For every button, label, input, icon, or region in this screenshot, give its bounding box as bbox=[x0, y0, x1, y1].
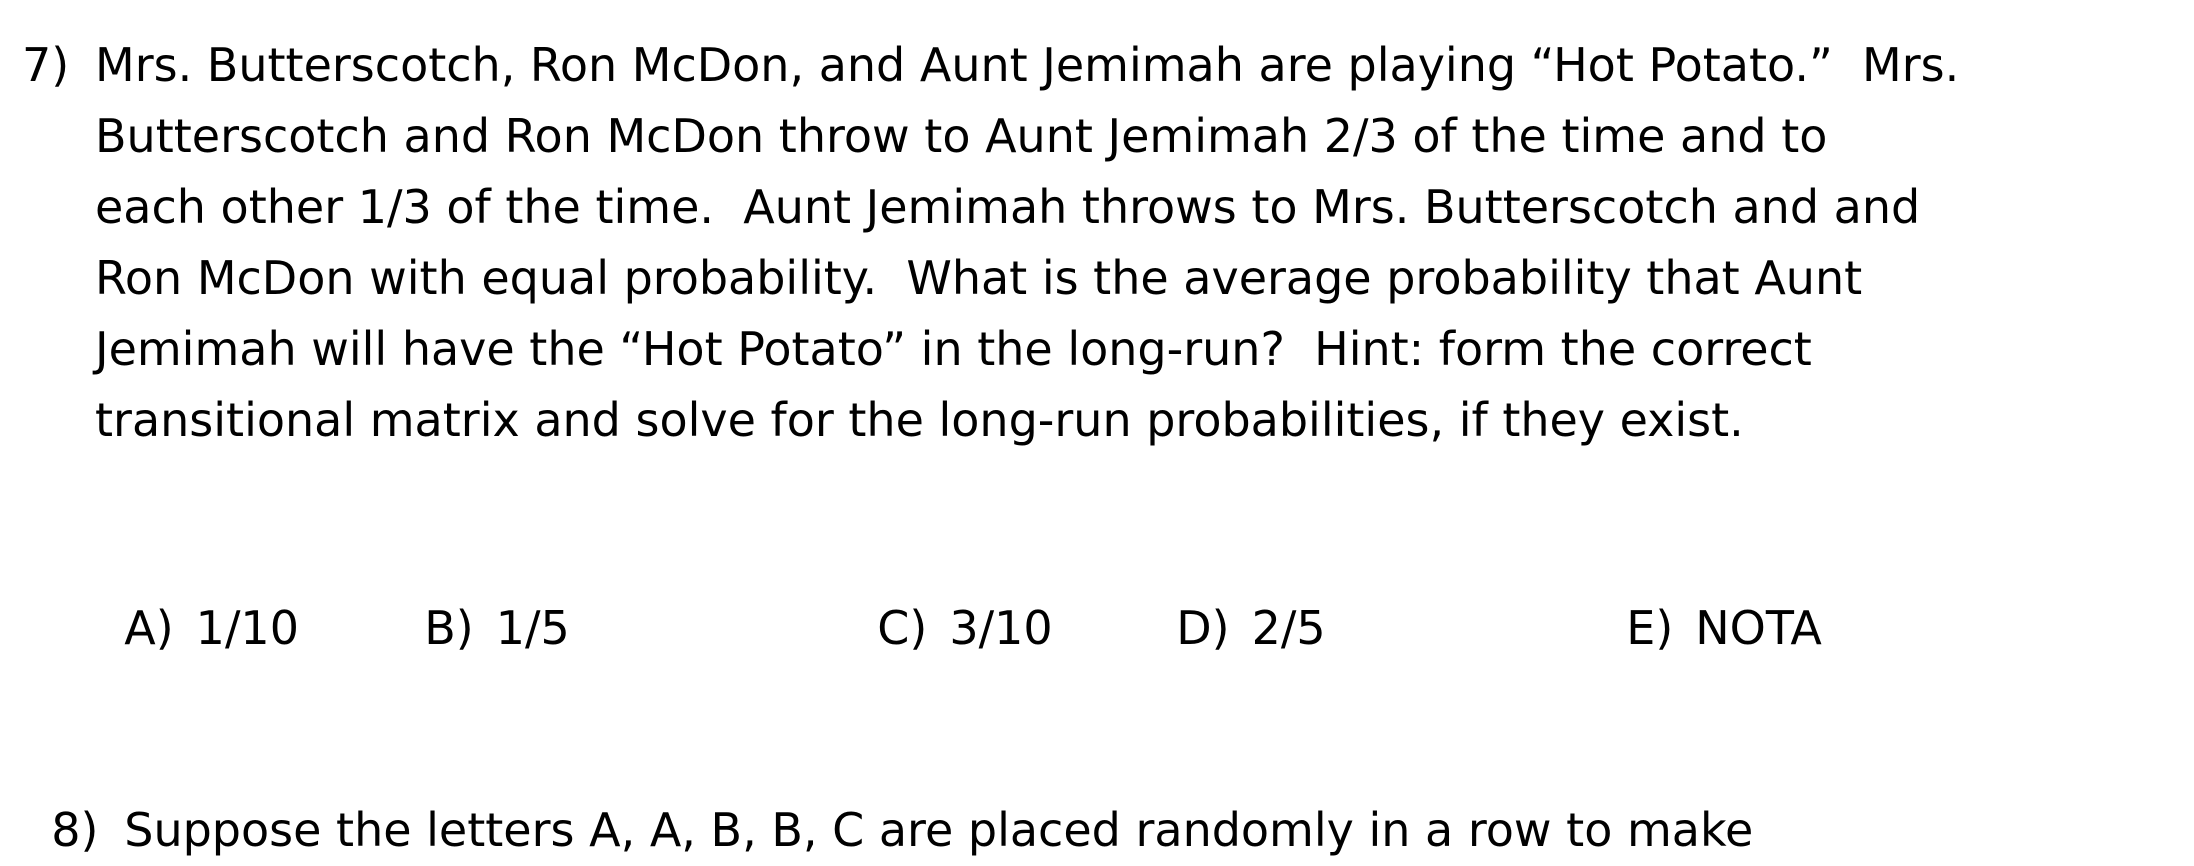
answer-choice-a bbox=[95, 522, 299, 664]
choice-value: 1/5 bbox=[495, 601, 570, 655]
next-question-text: Suppose the letters A, A, B, B, C are placed randomly in a row to make bbox=[124, 803, 1754, 857]
answer-choice-d bbox=[1147, 522, 1326, 664]
choice-value: 2/5 bbox=[1251, 601, 1326, 655]
choice-letter: B) bbox=[424, 601, 474, 655]
question-text bbox=[95, 30, 2155, 456]
answer-choice-c bbox=[848, 522, 1053, 664]
next-question-partial bbox=[22, 724, 1753, 866]
question-number: 7) bbox=[22, 38, 70, 92]
next-question-number: 8) bbox=[51, 803, 99, 857]
answer-choice-e bbox=[1597, 522, 1822, 664]
question-line: Ron McDon with equal probability. What is the average probability that Aunt bbox=[95, 251, 1863, 305]
choice-value: NOTA bbox=[1695, 601, 1822, 655]
question-line: each other 1/3 of the time. Aunt Jemimah throws to Mrs. Butterscotch and and bbox=[95, 180, 1921, 234]
choice-value: 3/10 bbox=[949, 601, 1053, 655]
question-line: transitional matrix and solve for the long-run probabilities, if they exist. bbox=[95, 393, 1744, 447]
question-line: Mrs. Butterscotch, Ron McDon, and Aunt Jemimah are playing “Hot Potato.” Mrs. bbox=[95, 38, 1960, 92]
question-line: Butterscotch and Ron McDon throw to Aunt Jemimah 2/3 of the time and to bbox=[95, 109, 1828, 163]
question-line: Jemimah will have the “Hot Potato” in the long-run? Hint: form the correct bbox=[95, 322, 1812, 376]
answer-choice-b bbox=[395, 522, 570, 664]
choice-letter: E) bbox=[1626, 601, 1674, 655]
choice-letter: D) bbox=[1176, 601, 1230, 655]
choice-letter: A) bbox=[124, 601, 174, 655]
choice-value: 1/10 bbox=[195, 601, 299, 655]
choice-letter: C) bbox=[877, 601, 928, 655]
